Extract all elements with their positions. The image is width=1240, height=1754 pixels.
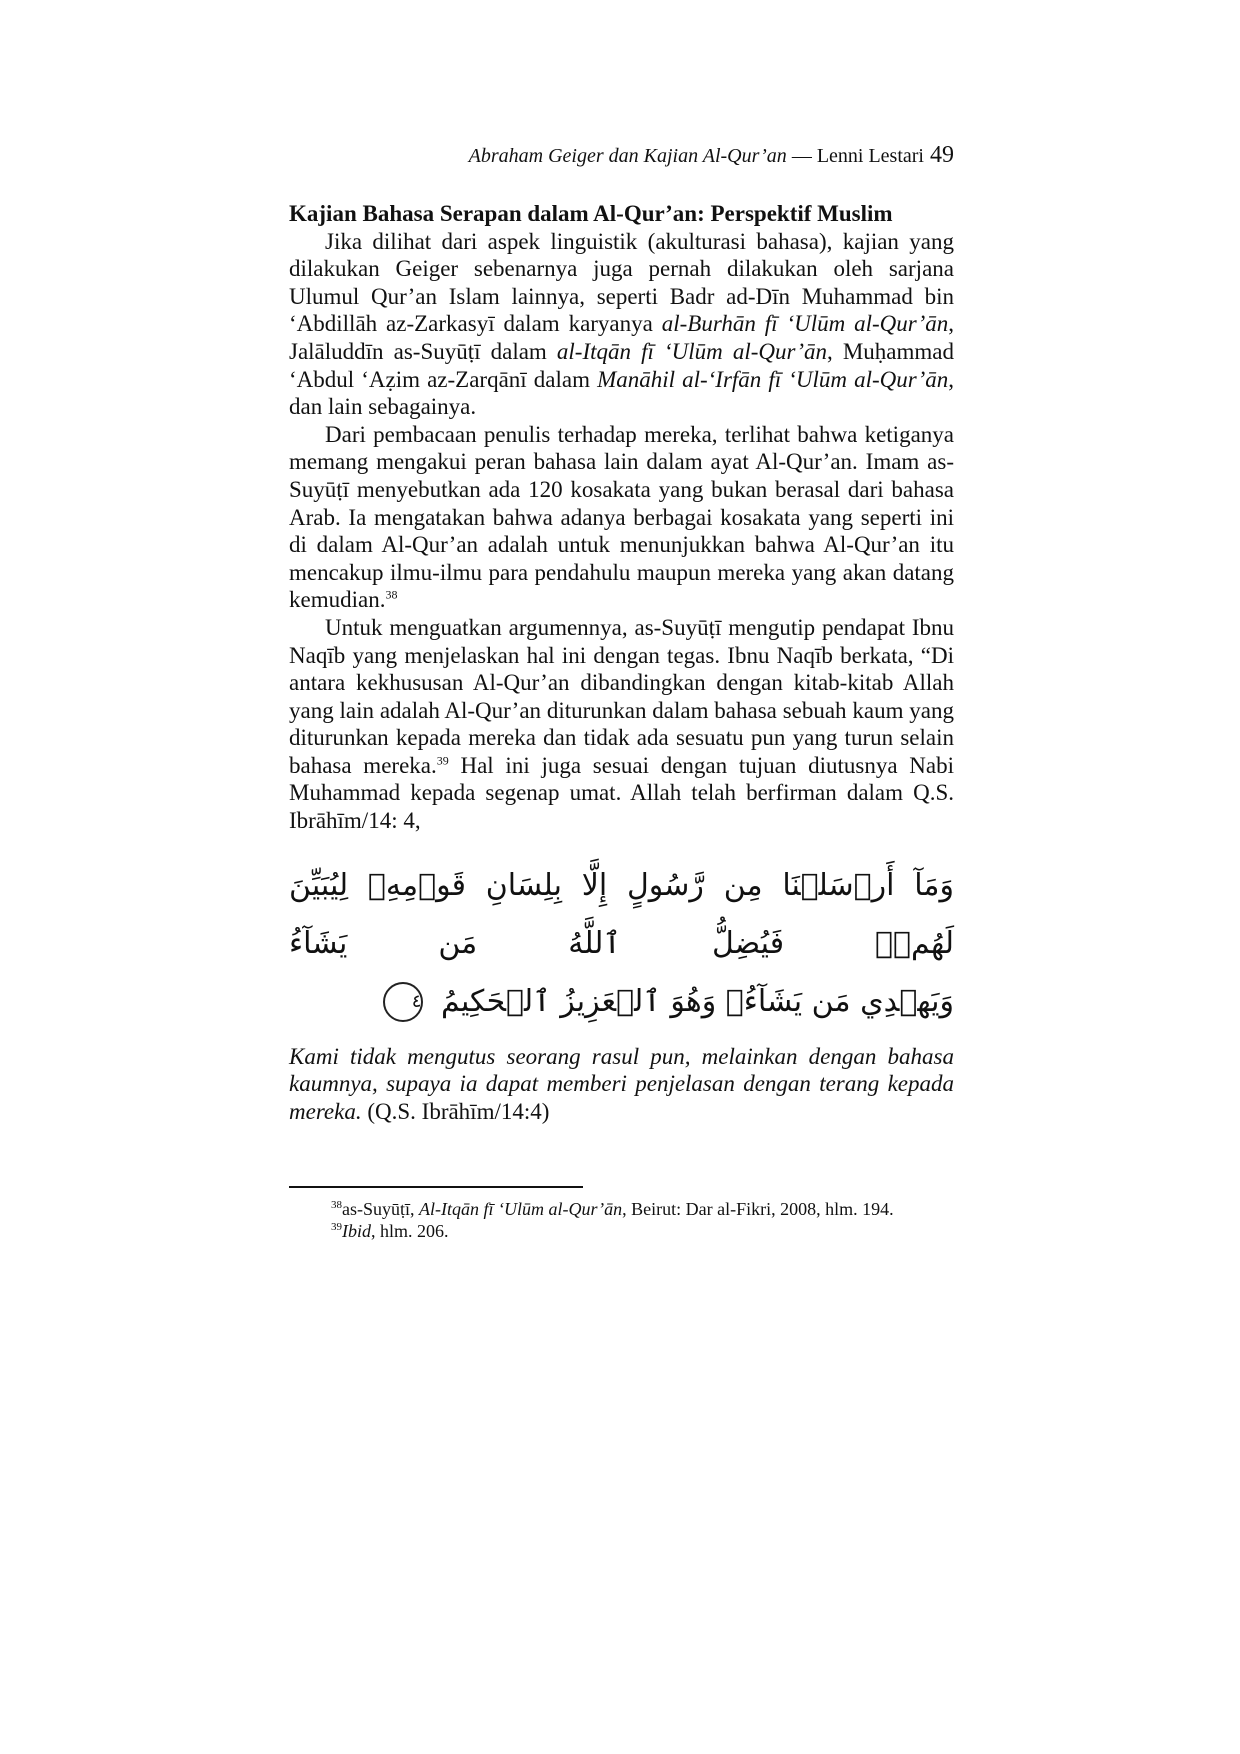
footnote-ref-39[interactable]: 39	[436, 753, 449, 768]
body-text	[289, 200, 954, 1125]
footnote-38-text-1: as-Suyūṭī,	[342, 1199, 420, 1219]
paragraph-1-text-2: , Jalāluddīn as-Suyūṭī dalam	[289, 311, 954, 364]
footnote-38	[289, 1198, 954, 1220]
footnote-38-number: 38	[331, 1199, 342, 1211]
running-head	[469, 142, 954, 169]
running-head-separator: —	[786, 145, 817, 167]
quran-verse-line-1: وَمَآ أَرۡسَلۡنَا مِن رَّسُولٍ إِلَّا بِلِسَانِ قَوۡمِهِۦ لِيُبَيِّنَ لَهُمۡۖ فَيُضِلُّ ٱللَّهُ مَن يَشَآءُ	[289, 867, 954, 961]
paragraph-1	[289, 228, 954, 421]
verse-translation	[289, 1043, 954, 1126]
paragraph-1-text-4: , dan lain sebagainya.	[289, 366, 954, 420]
quran-verse-line-2	[289, 973, 954, 1031]
footnote-ref-38[interactable]: 38	[385, 587, 398, 602]
verse-translation-text: Kami tidak mengutus seorang rasul pun, melainkan dengan bahasa kaumnya, supaya ia dapat memberi penjelasan dengan terang kepada mereka.	[289, 1043, 954, 1124]
paragraph-2-text: Dari pembacaan penulis terhadap mereka, terlihat bahwa ketiganya memang mengakui peran bahasa lain dalam ayat Al-Qur’an. Imam as-Suyūṭī menyebutkan ada 120 kosakata yang bukan berasal dari bahasa Arab. Ia mengatakan bahwa adanya berbagai kosakata yang seperti ini di dalam Al-Qur’an adalah untuk menunjukkan bahwa Al-Qur’an itu mencakup ilmu-ilmu para pendahulu maupun mereka yang akan datang kemudian.	[289, 421, 954, 613]
book-title-al-itqan: al-Itqān fī ‘Ulūm al-Qur’ān	[556, 338, 827, 364]
running-head-title: Abraham Geiger dan Kajian Al-Qur’an	[468, 145, 787, 167]
quran-verse-line-2-text: وَيَهۡدِي مَن يَشَآءُۚ وَهُوَ ٱلۡعَزِيزُ ٱلۡحَكِيمُ	[441, 983, 954, 1019]
footnote-38-text-2: , Beirut: Dar al-Fikri, 2008, hlm. 194.	[622, 1199, 894, 1219]
footnote-39	[289, 1220, 954, 1242]
footnote-39-ibid: Ibid	[342, 1221, 371, 1241]
book-title-manahil: Manāhil al-‘Irfān fī ‘Ulūm al-Qur’ān	[597, 366, 949, 392]
footnote-38-book-title: Al-Itqān fī ‘Ulūm al-Qur’ān	[419, 1199, 623, 1219]
footnote-39-text: , hlm. 206.	[371, 1221, 449, 1241]
paragraph-3-text-1: Untuk menguatkan argumennya, as-Suyūṭī mengutip pendapat Ibnu Naqīb yang menjelaskan hal ini dengan tegas. Ibnu Naqīb berkata, “Di antara kekhususan Al-Qur’an dibandingkan dengan kitab-kitab Allah yang lain adalah Al-Qur’an diturunkan dalam bahasa sebuah kaum yang diturunkan kepada mereka dan tidak ada sesuatu pun yang turun selain bahasa mereka.	[289, 614, 954, 778]
section-heading: Kajian Bahasa Serapan dalam Al-Qur’an: Perspektif Muslim	[289, 201, 893, 226]
ayah-number-marker: ٤	[383, 982, 423, 1022]
paragraph-3-text-2: Hal ini juga sesuai dengan tujuan diutusnya Nabi Muhammad kepada segenap umat. Allah telah berfirman dalam Q.S. Ibrāhīm/14: 4,	[289, 752, 954, 834]
paragraph-3	[289, 614, 954, 835]
quran-verse	[289, 857, 954, 1031]
footnote-39-number: 39	[331, 1221, 342, 1233]
verse-citation: (Q.S. Ibrāhīm/14:4)	[361, 1098, 550, 1124]
book-title-al-burhan: al-Burhān fī ‘Ulūm al-Qur’ān	[661, 311, 949, 337]
paragraph-1-text-1: Jika dilihat dari aspek linguistik (akulturasi bahasa), kajian yang dilakukan Geiger sebenarnya juga pernah dilakukan oleh sarjana Ulumul Qur’an Islam lainnya, seperti Badr ad-Dīn Muhammad bin ‘Abdillāh az-Zarkasyī dalam karyanya	[289, 228, 954, 337]
paragraph-2	[289, 421, 954, 614]
paragraph-1-text-3: , Muḥammad ‘Abdul ‘Aẓim az-Zarqānī dalam	[289, 338, 954, 392]
page-number: 49	[930, 142, 954, 168]
running-head-author: Lenni Lestari	[816, 145, 924, 167]
footnotes	[289, 1198, 954, 1242]
page-content	[289, 0, 954, 1754]
footnote-divider	[289, 1186, 583, 1188]
